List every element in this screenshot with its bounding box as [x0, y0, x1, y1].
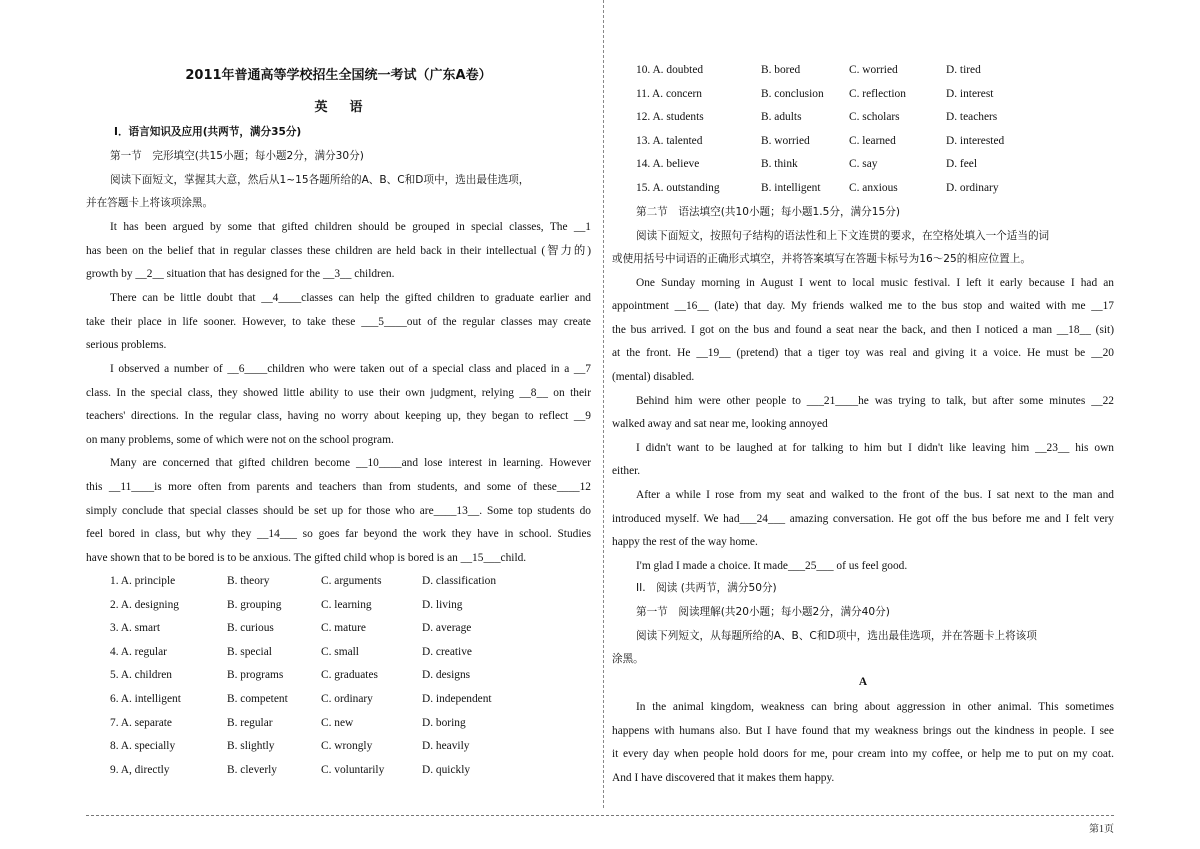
passage-line: serious problems. — [86, 339, 167, 351]
option-d: D. independent — [422, 693, 492, 705]
part2-instructions-line1: 阅读下面短文，按照句子结构的语法性和上下文连贯的要求，在空格处填入一个适当的词 — [636, 230, 1050, 242]
option-d: D. designs — [422, 669, 471, 682]
option-d: D. tired — [946, 64, 981, 76]
option-a: 14. A. believe — [636, 158, 700, 171]
option-b: B. regular — [227, 716, 273, 729]
section1-heading: Ⅰ．语言知识及应用(共两节，满分35分) — [114, 126, 302, 138]
passage-line: have shown that to be bored is to be anxious. The gifted child whop is bored is an __15___child. — [86, 552, 527, 564]
passage-line: Behind him were other people to ___21____he was trying to talk, but after some minutes __22 — [636, 395, 1114, 407]
option-c: C. wrongly — [321, 740, 373, 753]
passage-line: take their place in life sooner. However, to take these ___5____out of the regular classes may create — [86, 316, 591, 328]
reading-instructions-line2: 涂黑。 — [612, 653, 644, 665]
option-a: 13. A. talented — [636, 134, 703, 147]
option-c: C. new — [321, 716, 354, 729]
option-d: D. boring — [422, 716, 466, 729]
passage-line: this __11____is more often from parents and teachers than from students, and some of these____12 — [86, 481, 591, 493]
option-a: 3. A. smart — [110, 622, 160, 635]
passage-line: the bus arrived. I got on the bus and found a seat near the back, and then I noticed a man __18__ (sit) — [612, 324, 1114, 336]
option-d: D. interest — [946, 87, 994, 100]
passage-line: And I have discovered that it makes them happy. — [612, 772, 835, 784]
fold-line — [603, 0, 604, 808]
part1-heading: 第一节 完形填空(共15小题；每小题2分，满分30分) — [110, 150, 364, 162]
part1-instructions-line1: 阅读下面短文，掌握其大意，然后从1~15各题所给的A、B、C和D项中，选出最佳选项， — [110, 174, 530, 186]
option-d: D. feel — [946, 158, 977, 171]
passage-line: walked away and sat near me, looking annoyed — [612, 418, 828, 430]
option-b: B. curious — [227, 622, 274, 635]
option-a: 12. A. students — [636, 111, 704, 124]
passage-line: I'm glad I made a choice. It made___25___ of us feel good. — [636, 560, 908, 572]
option-b: B. intelligent — [761, 182, 821, 194]
passage-line: I observed a number of __6____children who were taken out of a special class and placed in a __7 — [110, 363, 591, 375]
option-c: C. say — [849, 158, 878, 171]
passage-line: growth by __2__ situation that has designed for the __3__ children. — [86, 268, 395, 280]
option-c: C. mature — [321, 622, 366, 635]
option-c: C. reflection — [849, 87, 906, 100]
option-d: D. average — [422, 622, 472, 635]
part2-heading: 第二节 语法填空(共10小题；每小题1.5分，满分15分) — [636, 206, 900, 218]
passage-line: Many are concerned that gifted children become __10____and lose interest in learning. However — [110, 457, 591, 469]
part2-instructions-line2: 或使用括号中词语的正确形式填空，并将答案填写在答题卡标号为16～25的相应位置上。 — [612, 253, 1031, 265]
option-b: B. think — [761, 158, 798, 171]
option-d: D. classification — [422, 575, 497, 587]
passage-line: There can be little doubt that __4____classes can help the gifted children to graduate earlier and — [110, 292, 591, 304]
passage-a-label: A — [858, 676, 868, 688]
passage-line: One Sunday morning in August I went to local music festival. I left it early because I had an — [636, 277, 1114, 289]
option-d: D. quickly — [422, 763, 471, 776]
reading-heading: 第一节 阅读理解(共20小题；每小题2分，满分40分) — [636, 606, 890, 618]
bottom-rule — [86, 815, 1114, 816]
option-c: C. small — [321, 645, 359, 658]
passage-line: After a while I rose from my seat and walked to the front of the bus. I sat next to the man and — [636, 489, 1114, 501]
option-d: D. heavily — [422, 740, 470, 753]
option-b: B. competent — [227, 693, 288, 705]
option-a: 11. A. concern — [636, 87, 703, 100]
passage-line: introduced myself. We had___24___ amazing conversation. He got off the bus before me and I felt very — [612, 513, 1114, 525]
option-a: 15. A. outstanding — [636, 182, 720, 194]
passage-line: at the front. He __19__ (pretend) that a tiger toy was real and giving it a voice. He must be __20 — [612, 347, 1114, 359]
passage-line: (mental) disabled. — [612, 371, 695, 383]
option-c: C. worried — [849, 64, 898, 76]
option-b: B. special — [227, 645, 272, 658]
passage-line: class. In the special class, they showed little ability to use their own judgment, relying __8__ on their — [86, 387, 591, 399]
passage-line: teachers' directions. In the regular class, having no worry about keeping up, they began to reflect __9 — [86, 410, 591, 422]
passage-line: on many problems, some of which were not on the school program. — [86, 434, 394, 446]
passage-line: In the animal kingdom, weakness can bring about aggression in other animal. This sometimes — [636, 701, 1114, 713]
option-b: B. cleverly — [227, 763, 277, 776]
passage-line: it every day when people hold doors for me, pour cream into my coffee, or help me to put on my coat. — [612, 748, 1114, 760]
passage-line: happy the rest of the way home. — [612, 536, 758, 548]
part1-instructions-line2: 并在答题卡上将该项涂黑。 — [86, 197, 214, 209]
option-c: C. scholars — [849, 111, 900, 124]
passage-line: It has been argued by some that gifted children should be grouped in special classes, The __1 — [110, 221, 591, 233]
option-d: D. creative — [422, 645, 472, 658]
option-b: B. adults — [761, 111, 802, 124]
passage-line: feel bored in class, but why they __14___ so goes far beyond the work they have in school. Studies — [86, 528, 591, 540]
passage-line: simply conclude that special classes should be set up for those who are____13__. Some top students do — [86, 505, 591, 517]
option-b: B. conclusion — [761, 87, 824, 100]
option-c: C. learning — [321, 598, 372, 611]
option-a: 6. A. intelligent — [110, 693, 181, 705]
option-d: D. living — [422, 598, 463, 611]
option-c: C. anxious — [849, 182, 898, 194]
option-c: C. graduates — [321, 669, 378, 682]
option-a: 7. A. separate — [110, 716, 172, 729]
option-d: D. teachers — [946, 111, 998, 124]
section2-heading: II. 阅读 (共两节，满分50分) — [636, 582, 777, 594]
reading-instructions-line1: 阅读下列短文，从每题所给的A、B、C和D项中，选出最佳选项，并在答题卡上将该项 — [636, 630, 1037, 642]
option-b: B. theory — [227, 575, 270, 587]
option-c: C. voluntarily — [321, 763, 385, 776]
option-d: D. ordinary — [946, 182, 999, 194]
option-b: B. programs — [227, 669, 284, 682]
exam-subject: 英语 — [314, 100, 385, 115]
exam-title: 2011年普通高等学校招生全国统一考试（广东A卷） — [185, 68, 492, 83]
option-a: 8. A. specially — [110, 740, 176, 753]
option-a: 4. A. regular — [110, 645, 167, 658]
option-a: 10. A. doubted — [636, 64, 704, 76]
option-a: 9. A, directly — [110, 763, 170, 776]
option-a: 5. A. children — [110, 669, 173, 682]
option-b: B. bored — [761, 64, 801, 76]
option-c: C. ordinary — [321, 693, 373, 705]
page-number: 第1页 — [1089, 824, 1114, 835]
option-b: B. worried — [761, 134, 810, 147]
option-b: B. slightly — [227, 740, 275, 753]
option-a: 1. A. principle — [110, 575, 176, 587]
passage-line: I didn't want to be laughed at for talking to him but I didn't like leaving him __23__ his own — [636, 442, 1114, 454]
passage-line: either. — [612, 465, 641, 477]
option-a: 2. A. designing — [110, 598, 179, 611]
option-b: B. grouping — [227, 598, 282, 611]
option-d: D. interested — [946, 134, 1005, 147]
passage-line: has been on the belief that in regular classes these children are held back in their intellectual (智力的) — [86, 245, 591, 257]
passage-line: happens with humans also. But I have found that my weakness brings out the kindness in people. I see — [612, 725, 1114, 737]
option-c: C. learned — [849, 134, 896, 147]
passage-line: appointment __16__ (late) that day. My friends walked me to the bus stop and waited with me __17 — [612, 300, 1114, 312]
option-c: C. arguments — [321, 575, 382, 587]
